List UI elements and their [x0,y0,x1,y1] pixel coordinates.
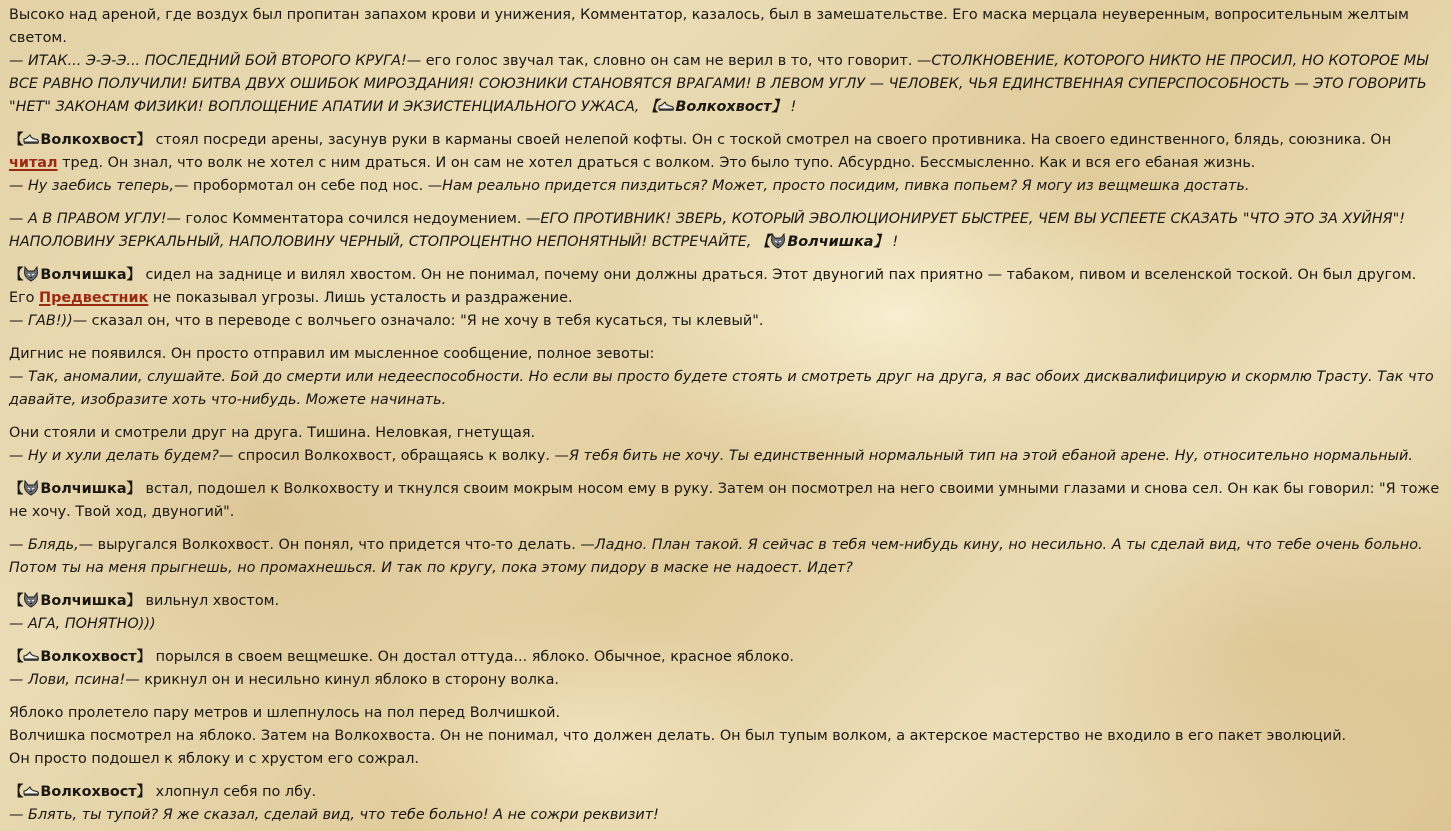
character-tag-volkohvost [9,649,151,665]
tag-name: Волчишка [40,267,127,283]
tag-name: Волкохвост [40,649,137,665]
tag-open-bracket: 【 [755,234,771,250]
tag-open-bracket: 【 [9,593,24,609]
narration-text: — сказал он, что в переводе с волчьего означало: "Я не хочу в тебя кусаться, ты клевый". [72,313,764,329]
dialogue-text: Я тебя бить не хочу. Ты единственный нормальный тип на этой ебаной арене. Ну, относительно нормальный. [568,448,1413,464]
narration-text: Высоко над ареной, где воздух был пропитан запахом крови и унижения, Комментатор, казалось, был в замешательстве. Его маска мерцала неуверенным, вопросительным желтым светом. [9,7,1409,46]
dialogue-text: — Ну и хули делать будем? [9,448,219,464]
dialogue-text: ! [887,234,899,250]
dialogue-text: Ладно. План такой. Я сейчас в тебя чем-нибудь кину, но несильно. А ты сделай вид, что тебе очень больно. Потом ты на меня прыгнешь, но промахнешься. И так по кругу, пока этому пидору в маске не надоест. Идет? [9,537,1423,576]
paragraph-line [9,175,1441,198]
tag-close-bracket: 】 [136,132,152,148]
narration-text: вильнул хвостом. [140,593,280,609]
character-tag-volchishka [9,267,141,283]
narration-text: Яблоко пролетело пару метров и шлепнулось на пол перед Волчишкой. [9,705,561,721]
paragraph-line [9,702,1441,725]
tag-close-bracket: 】 [126,267,141,283]
story-paragraph [9,129,1441,198]
paragraph-line [9,804,1441,827]
narration-text: сидел на заднице и вилял хвостом. Он не понимал, почему они должны драться. Этот двуногий пах приятно — табаком, пивом и вселенской тоской. Он был другом. Его [9,267,1417,306]
paragraph-line [9,264,1441,310]
paragraph-line [9,50,1441,119]
narration-text: не показывал угрозы. Лишь усталость и раздражение. [148,290,573,306]
paragraph-line [9,748,1441,771]
story-paragraph [9,702,1441,771]
tag-name: Волчишка [787,234,874,250]
dialogue-text: ЕГО ПРОТИВНИК! ЗВЕРЬ, КОТОРЫЙ ЭВОЛЮЦИОНИРУЕТ БЫСТРЕЕ, ЧЕМ ВЫ УСПЕЕТЕ СКАЗАТЬ "ЧТО ЭТО ЗА ХУЙНЯ"! НАПОЛОВИНУ ЗЕРКАЛЬНЫЙ, НАПОЛОВИНУ ЧЕРНЫЙ, СТОПРОЦЕНТНО НЕПОНЯТНЫЙ! ВСТРЕЧАЙТЕ, [9,211,1406,250]
narration-text: встал, подошел к Волкохвосту и ткнулся своим мокрым носом ему в руку. Затем он посмотрел на него своими умными глазами и снова сел. Он как бы говорил: "Я тоже не хочу. Твой ход, двуногий". [9,481,1440,520]
story-paragraph [9,781,1441,827]
dialogue-text: — АГА, ПОНЯТНО))) [9,616,156,632]
tag-open-bracket: 【 [9,481,24,497]
wolf-icon [23,266,39,282]
paragraph-line [9,478,1441,524]
story-paragraph [9,422,1441,468]
story-paragraph [9,478,1441,524]
tag-open-bracket: 【 [9,784,24,800]
dialogue-text: — Блядь, [9,537,79,553]
paragraph-line [9,343,1441,366]
narration-text: тред. Он знал, что волк не хотел с ним драться. И он сам не хотел драться с волком. Это было тупо. Абсурдно. Бессмысленно. Как и вся его ебаная жизнь. [57,155,1256,171]
tag-name: Волчишка [40,481,127,497]
wolf-icon [770,233,786,249]
inline-link[interactable]: читал [9,155,58,171]
dialogue-text: — ГАВ!)) [9,313,73,329]
shoe-icon [23,650,39,662]
tag-open-bracket: 【 [9,132,24,148]
dialogue-text: Нам реально придется пиздиться? Может, просто посидим, пивка попьем? Я могу из вещмешка достать. [442,178,1250,194]
narration-text: Они стояли и смотрели друг на друга. Тишина. Неловкая, гнетущая. [9,425,536,441]
paragraph-line [9,129,1441,175]
narration-text: Волчишка посмотрел на яблоко. Затем на Волкохвоста. Он не понимал, что должен делать. Он был тупым волком, а актерское мастерство не входило в его пакет эволюций. [9,728,1347,744]
tag-open-bracket: 【 [9,267,24,283]
paragraph-line [9,445,1441,468]
paragraph-line [9,422,1441,445]
narration-text: — выругался Волкохвост. Он понял, что придется что-то делать. — [78,537,595,553]
dialogue-text: ! [785,99,797,115]
tag-close-bracket: 】 [771,99,786,115]
story-paragraph [9,534,1441,580]
tag-open-bracket: 【 [9,649,24,665]
tag-name: Волчишка [40,593,127,609]
character-tag-volkohvost [9,784,151,800]
tag-close-bracket: 】 [136,649,152,665]
story-paragraph [9,264,1441,333]
tag-name: Волкохвост [40,132,137,148]
tag-close-bracket: 】 [126,481,141,497]
character-tag-volkohvost [9,132,151,148]
story-paragraph [9,208,1441,254]
narration-text: Он просто подошел к яблоку и с хрустом его сожрал. [9,751,419,767]
dialogue-text: — ИТАК... Э-Э-Э... ПОСЛЕДНИЙ БОЙ ВТОРОГО КРУГА! [9,53,407,69]
paragraph-line [9,4,1441,50]
story-paragraph [9,4,1441,119]
character-tag-volchishka [9,481,141,497]
narration-text: — его голос звучал так, словно он сам не верил в то, что говорит. — [406,53,932,69]
shoe-icon [23,133,39,145]
paragraph-line [9,669,1441,692]
tag-open-bracket: 【 [643,99,659,115]
inline-link[interactable]: Предвестник [39,290,149,306]
dialogue-text: — Блять, ты тупой? Я же сказал, сделай вид, что тебе больно! А не сожри реквизит! [9,807,659,823]
dialogue-text: — А В ПРАВОМ УГЛУ! [9,211,167,227]
dialogue-text: — Лови, псина! [9,672,126,688]
wolf-icon [23,592,39,608]
tag-close-bracket: 】 [126,593,141,609]
narration-text: — пробормотал он себе под нос. — [174,178,443,194]
character-tag-volchishka [756,234,888,250]
dialogue-text: — Так, аномалии, слушайте. Бой до смерти или недееспособности. Но если вы просто будете стоять и смотреть друг на друга, я вас обоих дисквалифицирую и скормлю Трасту. Так что давайте, изобразите хоть что-нибудь. Можете начинать. [9,369,1434,408]
story-paragraph [9,646,1441,692]
narration-text: хлопнул себя по лбу. [151,784,317,800]
paragraph-line [9,366,1441,412]
narration-text: — голос Комментатора сочился недоумением. — [166,211,541,227]
paragraph-line [9,534,1441,580]
shoe-icon [23,785,39,797]
character-tag-volkohvost [644,99,786,115]
tag-close-bracket: 】 [873,234,888,250]
story-paragraph [9,590,1441,636]
paragraph-line [9,781,1441,804]
narration-text: Дигнис не появился. Он просто отправил им мысленное сообщение, полное зевоты: [9,346,655,362]
tag-close-bracket: 】 [136,784,152,800]
story-paragraph [9,343,1441,412]
paragraph-line [9,613,1441,636]
tag-name: Волкохвост [40,784,137,800]
character-tag-volchishka [9,593,141,609]
narration-text: — спросил Волкохвост, обращаясь к волку. — [218,448,569,464]
paragraph-line [9,646,1441,669]
tag-name: Волкохвост [675,99,772,115]
narration-text: порылся в своем вещмешке. Он достал оттуда... яблоко. Обычное, красное яблоко. [151,649,795,665]
paragraph-line [9,590,1441,613]
paragraph-line [9,725,1441,748]
wolf-icon [23,480,39,496]
paragraph-line [9,208,1441,254]
narration-text: — крикнул он и несильно кинул яблоко в сторону волка. [125,672,559,688]
shoe-icon [658,100,674,112]
dialogue-text: — Ну заебись теперь, [9,178,175,194]
dialogue-text: СТОЛКНОВЕНИЕ, КОТОРОГО НИКТО НЕ ПРОСИЛ, НО КОТОРОЕ МЫ ВСЕ РАВНО ПОЛУЧИЛИ! БИТВА ДВУХ ОШИБОК МИРОЗДАНИЯ! СОЮЗНИКИ СТАНОВЯТСЯ ВРАГАМИ! В ЛЕВОМ УГЛУ — ЧЕЛОВЕК, ЧЬЯ ЕДИНСТВЕННАЯ СУПЕРСПОСОБНОСТЬ — ЭТО ГОВОРИТЬ "НЕТ" ЗАКОНАМ ФИЗИКИ! ВОПЛОЩЕНИЕ АПАТИИ И ЭКЗИСТЕНЦИАЛЬНОГО УЖАСА, [9,53,1428,115]
narration-text: стоял посреди арены, засунув руки в карманы своей нелепой кофты. Он с тоской смотрел на своего противника. На своего единственного, блядь, союзника. Он [151,132,1392,148]
paragraph-line [9,310,1441,333]
